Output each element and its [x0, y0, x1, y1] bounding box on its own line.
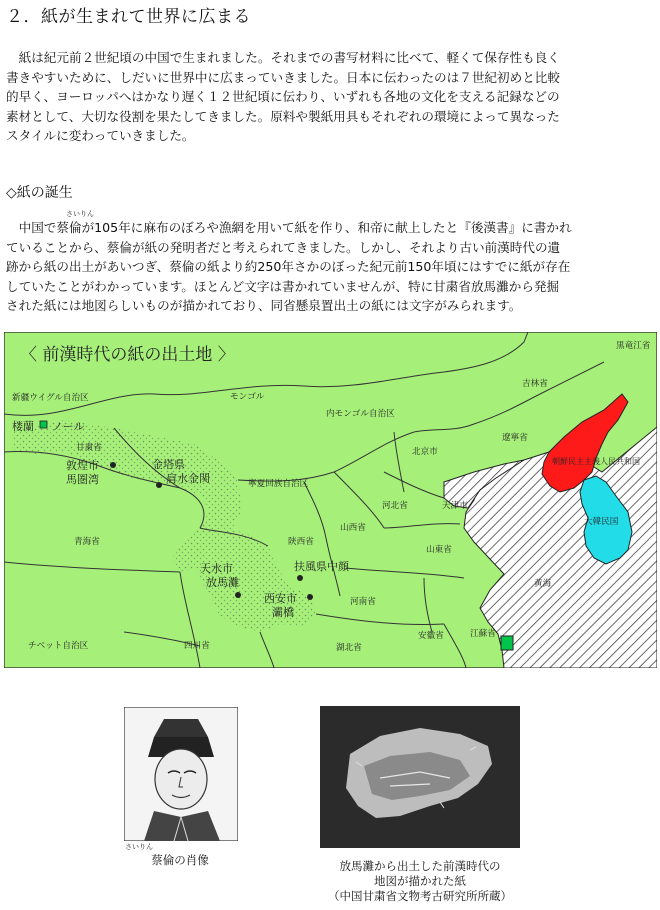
portrait-ruby: さいりん — [125, 843, 153, 851]
map-site-dunhuang-place: 馬圏湾 — [66, 473, 99, 486]
map-label-shaanxi: 陝西省 — [288, 537, 314, 547]
birth-paragraph — [6, 218, 658, 316]
birth-line: していたことがわかっています。ほとんど文字は書かれていませんが、特に甘粛省放馬灘から発掘 — [6, 278, 560, 294]
map-site-xian-city: 西安市 — [264, 592, 297, 605]
ruby-cai-lun: さいりん — [66, 210, 94, 218]
page-title: ２．紙が生まれて世界に広まる — [6, 7, 251, 27]
map-site-loulan: 楼蘭 — [12, 420, 34, 433]
section-heading-birth-of-paper: ◇紙の誕生 — [6, 185, 73, 201]
map-label-jiangsu: 江蘇省 — [470, 629, 496, 639]
map-site-xian-dot — [307, 594, 313, 600]
cai-lun-portrait — [124, 707, 238, 841]
intro-paragraph — [6, 48, 658, 146]
intro-line: 素材として、大切な役割を果たしてきました。原料や製紙用具もそれぞれの環境によって異なった — [6, 108, 560, 124]
birth-line: 中国で蔡倫が105年に麻布のぼろや漁網を用いて紙を作り、和帝に献上したと『後漢書』に書かれ — [6, 220, 572, 235]
intro-line: 的早く、ヨーロッパへはかなり遅く１２世紀頃に伝わり、いずれも各地の文化を支える記録などの — [6, 89, 560, 104]
map-site-dunhuang-dot — [110, 462, 116, 468]
artifact-caption-line2: 地図が描かれた紙 — [374, 874, 466, 888]
map-label-north-korea: 朝鮮民主主義人民共和国 — [552, 457, 640, 466]
map-label-sichuan: 四川省 — [184, 641, 210, 651]
map-site-loulan-marker — [40, 421, 47, 428]
han-dynasty-paper-sites-map — [4, 332, 657, 668]
artifact-caption-line3: （中国甘粛省文物考古研究所所蔵） — [328, 889, 512, 903]
map-site-baqiao: 灞橋 — [272, 606, 294, 619]
map-site-dunhuang-city: 敦煌市 — [66, 459, 99, 472]
map-label-qinghai: 青海省 — [74, 537, 100, 547]
map-site-noor: ノール — [52, 420, 85, 433]
map-label-hebei: 河北省 — [382, 501, 408, 511]
map-label-tibet: チベット自治区 — [28, 641, 89, 651]
map-label-inner-mongolia: 内モンゴル自治区 — [326, 409, 395, 419]
birth-line: ていることから、蔡倫が紙の発明者だと考えられてきました。しかし、それより古い前漢時代の遺 — [6, 239, 561, 255]
map-label-beijing: 北京市 — [412, 447, 438, 457]
map-label-henan: 河南省 — [350, 597, 376, 607]
map-label-south-korea: 大韓民国 — [584, 517, 619, 527]
map-label-tianjin: 天津市 — [442, 501, 468, 511]
map-label-gansu: 甘粛省 — [76, 443, 102, 453]
map-label-liaoning: 遼寧省 — [502, 433, 528, 443]
map-site-jinta-dot — [156, 482, 162, 488]
map-site-jinta-county: 金塔県 — [152, 458, 185, 471]
intro-line: 書きやすいために、しだいに世界中に広まっていきました。日本に伝わったのは７世紀初めと比較 — [6, 69, 560, 85]
map-label-mongolia: モンゴル — [230, 392, 265, 402]
map-site-tianshui-dot — [235, 592, 241, 598]
map-label-heilongjiang: 黒竜江省 — [616, 341, 651, 351]
map-label-shanxi: 山西省 — [340, 523, 366, 533]
map-site-fufeng-dot — [297, 575, 303, 581]
birth-line: 跡から紙の出土があいつぎ、蔡倫の紙より約250年さかのぼった紀元前150年頃にはすでに紙が存在 — [6, 259, 571, 274]
intro-line: スタイルに変わっていきました。 — [6, 128, 195, 143]
map-label-yellow-sea: 黄海 — [534, 579, 552, 589]
map-site-jianshui-jinguan: 肩水金関 — [166, 472, 210, 485]
birth-line: された紙には地図らしいものが描かれており、同省懸泉置出土の紙には文字がみられます。 — [6, 298, 522, 313]
map-label-jilin: 吉林省 — [522, 379, 548, 389]
intro-line: 紙は紀元前２世紀頃の中国で生まれました。それまでの書写材料に比べて、軽くて保存性も良く — [6, 50, 560, 65]
map-site-fufeng: 扶風県中顔 — [294, 560, 349, 573]
artifact-caption-line1: 放馬灘から出土した前漢時代の — [339, 859, 501, 873]
map-label-shandong: 山東省 — [426, 545, 452, 555]
map-site-fangmatan: 放馬灘 — [206, 576, 239, 589]
portrait-caption: 蔡倫の肖像 — [151, 853, 209, 867]
map-label-ningxia: 寧夏回族自治区 — [248, 479, 309, 489]
map-label-hubei: 湖北省 — [336, 643, 362, 653]
map-label-xinjiang: 新疆ウイグル自治区 — [12, 393, 89, 403]
map-title: 〈 前漢時代の紙の出土地 〉 — [20, 345, 235, 365]
fangmatan-paper-photo — [320, 706, 520, 848]
map-jiangsu-site-marker — [501, 636, 513, 650]
map-site-tianshui-city: 天水市 — [200, 562, 233, 575]
map-label-anhui: 安徽省 — [418, 631, 444, 641]
